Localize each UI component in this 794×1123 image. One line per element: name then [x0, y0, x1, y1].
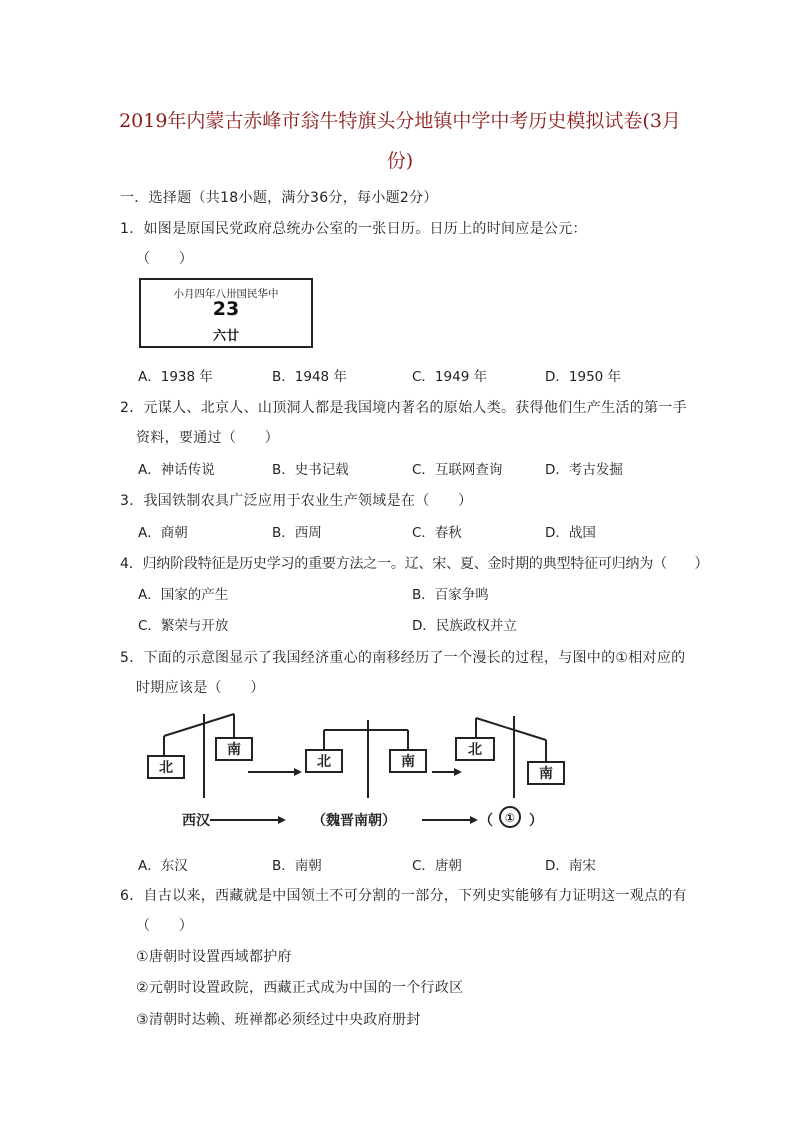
exam-title-line1: 2019年内蒙古赤峰市翁牛特旗头分地镇中学中考历史模拟试卷(3月 [119, 110, 681, 132]
calendar-image [139, 278, 313, 348]
scale2-north-label: 北 [317, 754, 331, 770]
calendar-bottom-text: 六廿 [212, 329, 239, 344]
period3-mark: ① [504, 811, 516, 825]
period3-open-paren: （ [479, 813, 493, 829]
q5-stem-line1: 5．下面的示意图显示了我国经济重心的南移经历了一个漫长的过程，与图中的①相对应的 [120, 650, 686, 666]
q4-stem: 4．归纳阶段特征是历史学习的重要方法之一。辽、宋、夏、金时期的典型特征可归纳为（ ） [120, 556, 709, 572]
q2-stem-line1: 2．元谋人、北京人、山顶洞人都是我国境内著名的原始人类。获得他们生产生活的第一手 [120, 400, 687, 416]
scale1-south-label: 南 [227, 742, 241, 758]
calendar-top-text: 小月四年八卅国民华中 [173, 288, 279, 300]
q2-option-d: D．考古发掘 [545, 462, 623, 478]
q2-option-c: C．互联网查询 [412, 462, 503, 478]
q4-option-b: B．百家争鸣 [412, 587, 489, 603]
scale1-north-label: 北 [159, 760, 173, 776]
calendar-day: 23 [212, 298, 240, 320]
q3-option-b: B．西周 [272, 525, 322, 541]
scale2-south-label: 南 [401, 754, 415, 770]
q2-option-b: B．史书记载 [272, 462, 349, 478]
q5-option-b: B．南朝 [272, 858, 322, 874]
period3-close-paren: ） [529, 813, 543, 829]
q3-option-a: A．商朝 [138, 525, 188, 541]
q1-option-d: D．1950 年 [545, 369, 622, 385]
q1-option-b: B．1948 年 [272, 369, 347, 385]
q5-stem-line2: 时期应该是（ ） [136, 680, 265, 696]
q1-option-c: C．1949 年 [412, 369, 488, 385]
q5-option-d: D．南宋 [545, 858, 596, 874]
exam-title-line2: 份) [386, 150, 414, 172]
q2-stem-line2: 资料，要通过（ ） [136, 430, 279, 446]
q4-option-c: C．繁荣与开放 [138, 618, 229, 634]
economic-center-diagram [136, 708, 566, 836]
q1-stem-line1: 1．如图是原国民党政府总统办公室的一张日历。日历上的时间应是公元： [120, 221, 587, 237]
scale3-south-label: 南 [539, 766, 553, 782]
q3-stem: 3．我国铁制农具广泛应用于农业生产领域是在（ ） [120, 493, 473, 509]
q6-item-2: ②元朝时设置政院，西藏正式成为中国的一个行政区 [136, 980, 464, 996]
q4-option-a: A．国家的产生 [138, 587, 229, 603]
q6-item-3: ③清朝时达赖、班禅都必须经过中央政府册封 [136, 1012, 421, 1028]
q4-option-d: D．民族政权并立 [412, 618, 517, 634]
q3-option-d: D．战国 [545, 525, 596, 541]
period-western-han: 西汉 [182, 813, 210, 829]
scale3-north-label: 北 [468, 742, 482, 758]
q6-stem-line2: （ ） [136, 918, 194, 934]
period-wei-jin-nanchao: （魏晋南朝） [312, 813, 396, 829]
q1-stem-line2: （ ） [136, 251, 194, 267]
q6-stem-line1: 6．自古以来，西藏就是中国领土不可分割的一部分，下列史实能够有力证明这一观点的有 [120, 888, 687, 904]
q3-option-c: C．春秋 [412, 525, 462, 541]
q2-option-a: A．神话传说 [138, 462, 215, 478]
q5-option-a: A．东汉 [138, 858, 188, 874]
q6-item-1: ①唐朝时设置西域都护府 [136, 949, 292, 965]
q1-option-a: A．1938 年 [138, 369, 213, 385]
q5-option-c: C．唐朝 [412, 858, 462, 874]
section-heading: 一．选择题（共18小题，满分36分，每小题2分） [120, 190, 438, 206]
